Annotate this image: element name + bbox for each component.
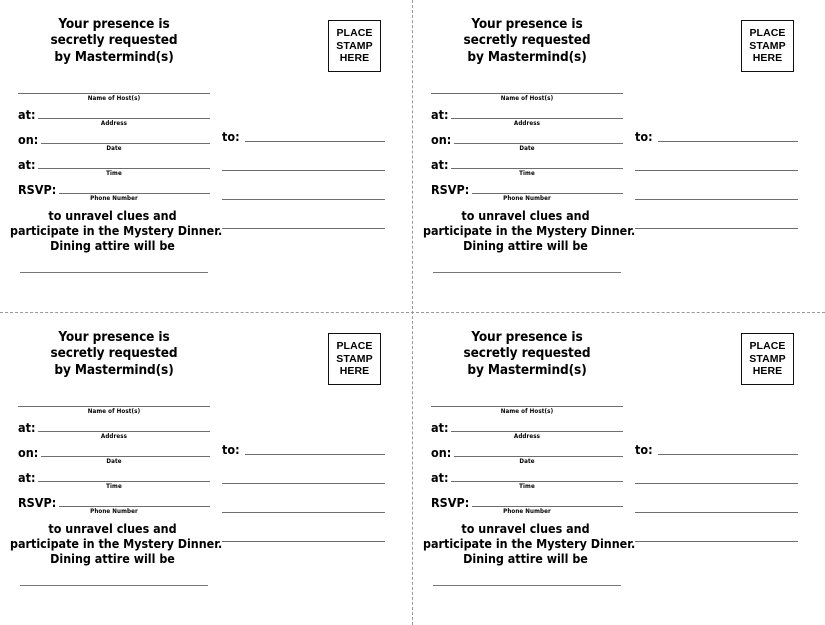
field-writing-line[interactable] <box>18 406 210 407</box>
invitation-fields <box>431 397 623 522</box>
place-stamp-box <box>741 20 794 72</box>
invitation-closing-text <box>423 208 636 253</box>
closing-line-3: Dining attire will be <box>463 551 588 566</box>
closing-line-3: Dining attire will be <box>463 238 588 253</box>
stamp-line-1: PLACE <box>749 340 786 353</box>
field-caption: Date <box>519 145 535 152</box>
headline-line-2: secretly requested <box>463 32 591 49</box>
field-label: RSVP: <box>18 497 59 510</box>
headline-line-1: Your presence is <box>58 16 170 32</box>
field-writing-line[interactable] <box>431 406 623 407</box>
field-rsvp[interactable] <box>18 184 210 209</box>
invitation-card <box>0 0 412 312</box>
address-writing-line[interactable] <box>635 512 798 513</box>
field-label: RSVP: <box>431 184 472 197</box>
address-line-2[interactable] <box>222 472 385 501</box>
field-caption: Date <box>519 458 535 465</box>
headline-line-2: secretly requested <box>50 345 178 362</box>
field-caption: Time <box>106 483 122 490</box>
field-host[interactable] <box>431 84 623 109</box>
attire-writing-line[interactable] <box>20 272 208 273</box>
address-line-4[interactable] <box>635 530 798 559</box>
field-time[interactable] <box>431 472 623 497</box>
closing-line-1: to unravel clues and <box>48 208 177 223</box>
address-line-3[interactable] <box>222 501 385 530</box>
field-writing-line[interactable] <box>18 118 210 119</box>
field-caption: Address <box>513 120 541 127</box>
field-writing-line[interactable] <box>431 456 623 457</box>
field-writing-line[interactable] <box>431 431 623 432</box>
address-writing-line[interactable] <box>635 228 798 229</box>
headline-line-1: Your presence is <box>471 329 583 345</box>
field-address[interactable] <box>18 109 210 134</box>
field-caption: Time <box>519 170 535 177</box>
address-line-1[interactable] <box>635 130 798 159</box>
headline-line-2: secretly requested <box>463 345 591 362</box>
field-time[interactable] <box>431 159 623 184</box>
field-label: at: <box>431 109 451 122</box>
address-line-2[interactable] <box>635 159 798 188</box>
field-writing-line[interactable] <box>431 481 623 482</box>
closing-line-1: to unravel clues and <box>48 521 177 536</box>
closing-line-1: to unravel clues and <box>461 208 590 223</box>
address-line-2[interactable] <box>635 472 798 501</box>
field-caption: Name of Host(s) <box>87 408 141 415</box>
stamp-line-2: STAMP <box>749 352 786 365</box>
field-caption: Name of Host(s) <box>87 95 141 102</box>
invitation-headline <box>14 16 214 65</box>
field-writing-line[interactable] <box>18 143 210 144</box>
mailing-address-block <box>222 443 385 559</box>
field-caption: Name of Host(s) <box>500 408 554 415</box>
field-caption: Address <box>513 433 541 440</box>
field-writing-line[interactable] <box>18 481 210 482</box>
invitation-fields <box>431 84 623 209</box>
field-writing-line[interactable] <box>431 168 623 169</box>
field-address[interactable] <box>18 422 210 447</box>
invitation-closing-text <box>10 208 223 253</box>
field-label: on: <box>431 134 454 147</box>
field-label: at: <box>431 422 451 435</box>
address-writing-line[interactable] <box>245 454 385 455</box>
stamp-line-2: STAMP <box>336 39 373 52</box>
stamp-line-1: PLACE <box>336 27 373 40</box>
field-caption: Phone Number <box>503 195 551 202</box>
field-caption: Phone Number <box>90 195 138 202</box>
field-label: RSVP: <box>431 497 472 510</box>
address-line-4[interactable] <box>222 530 385 559</box>
invitation-fields <box>18 397 210 522</box>
stamp-line-3: HERE <box>752 365 783 378</box>
field-caption: Name of Host(s) <box>500 95 554 102</box>
address-writing-line[interactable] <box>635 170 798 171</box>
field-rsvp[interactable] <box>431 497 623 522</box>
address-line-2[interactable] <box>222 159 385 188</box>
field-caption: Date <box>106 458 122 465</box>
mailing-address-block <box>222 130 385 246</box>
field-label: at: <box>18 472 38 485</box>
address-writing-line[interactable] <box>222 483 385 484</box>
invitation-card <box>413 313 825 625</box>
address-writing-line[interactable] <box>222 199 385 200</box>
closing-line-2: participate in the Mystery Dinner. <box>10 536 223 551</box>
field-date[interactable] <box>431 447 623 472</box>
field-time[interactable] <box>18 159 210 184</box>
place-stamp-box <box>328 333 381 385</box>
address-line-3[interactable] <box>635 501 798 530</box>
field-label: on: <box>431 447 454 460</box>
address-writing-line[interactable] <box>635 483 798 484</box>
field-label: at: <box>18 422 38 435</box>
address-writing-line[interactable] <box>222 541 385 542</box>
field-label: on: <box>18 134 41 147</box>
field-host[interactable] <box>431 397 623 422</box>
attire-writing-line[interactable] <box>433 272 621 273</box>
field-writing-line[interactable] <box>18 431 210 432</box>
field-caption: Time <box>519 483 535 490</box>
closing-line-2: participate in the Mystery Dinner. <box>423 536 636 551</box>
field-host[interactable] <box>18 84 210 109</box>
field-caption: Address <box>100 120 128 127</box>
address-line-4[interactable] <box>635 217 798 246</box>
to-label: to: <box>635 443 656 456</box>
headline-line-3: by Mastermind(s) <box>54 361 174 378</box>
closing-line-3: Dining attire will be <box>50 238 175 253</box>
invitation-headline <box>14 329 214 378</box>
to-label: to: <box>635 130 656 143</box>
field-label: on: <box>18 447 41 460</box>
headline-line-2: secretly requested <box>50 32 178 49</box>
headline-line-1: Your presence is <box>471 16 583 32</box>
mailing-address-block <box>635 130 798 246</box>
field-caption: Date <box>106 145 122 152</box>
closing-line-3: Dining attire will be <box>50 551 175 566</box>
invitation-closing-text <box>423 521 636 566</box>
field-label: at: <box>18 159 38 172</box>
address-writing-line[interactable] <box>222 512 385 513</box>
stamp-line-1: PLACE <box>749 27 786 40</box>
field-caption: Address <box>100 433 128 440</box>
closing-line-1: to unravel clues and <box>461 521 590 536</box>
address-writing-line[interactable] <box>222 228 385 229</box>
stamp-line-2: STAMP <box>749 39 786 52</box>
field-date[interactable] <box>18 447 210 472</box>
address-writing-line[interactable] <box>635 541 798 542</box>
field-rsvp[interactable] <box>431 184 623 209</box>
invitation-card <box>413 0 825 312</box>
invitation-fields <box>18 84 210 209</box>
field-writing-line[interactable] <box>431 143 623 144</box>
invitation-closing-text <box>10 521 223 566</box>
field-address[interactable] <box>431 109 623 134</box>
headline-line-3: by Mastermind(s) <box>467 48 587 65</box>
address-line-1[interactable] <box>222 130 385 159</box>
invitation-card <box>0 313 412 625</box>
field-caption: Phone Number <box>503 508 551 515</box>
field-host[interactable] <box>18 397 210 422</box>
stamp-line-1: PLACE <box>336 340 373 353</box>
field-date[interactable] <box>431 134 623 159</box>
to-label: to: <box>222 130 243 143</box>
field-address[interactable] <box>431 422 623 447</box>
invitation-headline <box>427 16 627 65</box>
to-label: to: <box>222 443 243 456</box>
field-writing-line[interactable] <box>18 456 210 457</box>
field-time[interactable] <box>18 472 210 497</box>
field-writing-line[interactable] <box>18 168 210 169</box>
stamp-line-2: STAMP <box>336 352 373 365</box>
field-label: RSVP: <box>18 184 59 197</box>
field-label: at: <box>431 159 451 172</box>
invitation-headline <box>427 329 627 378</box>
address-line-1[interactable] <box>635 443 798 472</box>
field-label: at: <box>431 472 451 485</box>
attire-writing-line[interactable] <box>433 585 621 586</box>
closing-line-2: participate in the Mystery Dinner. <box>423 223 636 238</box>
field-label: at: <box>18 109 38 122</box>
place-stamp-box <box>741 333 794 385</box>
address-line-1[interactable] <box>222 443 385 472</box>
field-writing-line[interactable] <box>18 93 210 94</box>
field-writing-line[interactable] <box>431 118 623 119</box>
headline-line-1: Your presence is <box>58 329 170 345</box>
address-line-3[interactable] <box>635 188 798 217</box>
address-line-3[interactable] <box>222 188 385 217</box>
headline-line-3: by Mastermind(s) <box>54 48 174 65</box>
address-writing-line[interactable] <box>658 454 798 455</box>
address-writing-line[interactable] <box>658 141 798 142</box>
place-stamp-box <box>328 20 381 72</box>
stamp-line-3: HERE <box>752 52 783 65</box>
stamp-line-3: HERE <box>339 365 370 378</box>
field-caption: Time <box>106 170 122 177</box>
stamp-line-3: HERE <box>339 52 370 65</box>
field-writing-line[interactable] <box>431 93 623 94</box>
address-line-4[interactable] <box>222 217 385 246</box>
address-writing-line[interactable] <box>245 141 385 142</box>
address-writing-line[interactable] <box>635 199 798 200</box>
mailing-address-block <box>635 443 798 559</box>
headline-line-3: by Mastermind(s) <box>467 361 587 378</box>
field-caption: Phone Number <box>90 508 138 515</box>
closing-line-2: participate in the Mystery Dinner. <box>10 223 223 238</box>
attire-writing-line[interactable] <box>20 585 208 586</box>
address-writing-line[interactable] <box>222 170 385 171</box>
field-date[interactable] <box>18 134 210 159</box>
field-rsvp[interactable] <box>18 497 210 522</box>
